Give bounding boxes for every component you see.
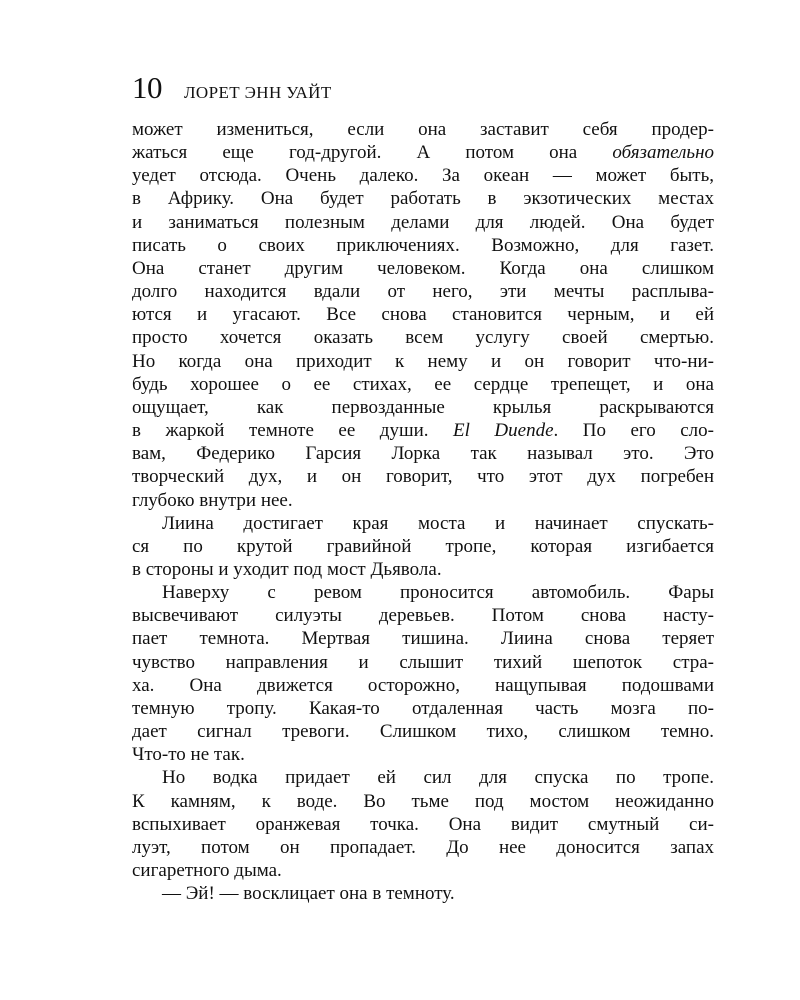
text-line: вам, Федерико Гарсия Лорка так называл это. Это (132, 443, 714, 465)
book-author-header: ЛОРЕТ ЭНН УАЙТ (184, 83, 332, 102)
page-number: 10 (132, 70, 162, 105)
text-line: в стороны и уходит под мост Дьявола. (132, 558, 442, 580)
emphasis-text: обязательно (612, 142, 714, 164)
running-header (132, 70, 332, 106)
text-line: в Африку. Она будет работать в экзотических местах (132, 188, 714, 210)
text-line: ся по крутой гравийной тропе, которая изгибается (132, 535, 714, 557)
text-line: творческий дух, и он говорит, что этот дух погребен (132, 466, 714, 488)
text-line: пает темнота. Мертвая тишина. Лиина снова теряет (132, 628, 714, 650)
text-line: Лиина достигает края моста и начинает спускать- (162, 512, 714, 534)
text-line: Она станет другим человеком. Когда она слишком (132, 257, 714, 279)
text-line: чувство направления и слышит тихий шепоток стра- (132, 651, 714, 673)
text-line (132, 419, 714, 442)
text-line (132, 141, 714, 164)
text-line: Наверху с ревом проносится автомобиль. Фары (162, 582, 714, 604)
text-run: . По его сло- (553, 420, 714, 442)
text-line: Что-то не так. (132, 744, 245, 766)
text-line: ются и угасают. Все снова становится черным, и ей (132, 304, 714, 326)
text-line: вспыхивает оранжевая точка. Она видит смутный си- (132, 813, 714, 835)
page-body-text (132, 118, 714, 905)
text-line: будь хорошее о ее стихах, ее сердце трепещет, и она (132, 373, 714, 395)
text-line: ощущает, как первозданные крылья раскрываются (132, 396, 714, 418)
text-line: ха. Она движется осторожно, нащупывая подошвами (132, 674, 714, 696)
text-line: — Эй! — восклицает она в темноту. (162, 883, 455, 905)
text-line: просто хочется оказать всем услугу своей смертью. (132, 327, 714, 349)
text-line: К камням, к воде. Во тьме под мостом неожиданно (132, 790, 714, 812)
text-run: жаться еще год-другой. А потом она (132, 142, 613, 164)
text-line: Но водка придает ей сил для спуска по тропе. (162, 767, 714, 789)
text-line: глубоко внутри нее. (132, 489, 293, 511)
text-line: луэт, потом он пропадает. До нее доносится запах (132, 836, 714, 858)
text-line: дает сигнал тревоги. Слишком тихо, слишком темно. (132, 721, 714, 743)
text-line: долго находится вдали от него, эти мечты расплыва- (132, 281, 714, 303)
text-line: Но когда она приходит к нему и он говорит что-ни- (132, 350, 714, 372)
text-run: в жаркой темноте ее души. (132, 420, 454, 442)
text-line: и заниматься полезным делами для людей. Она будет (132, 211, 714, 233)
text-line: может измениться, если она заставит себя продер- (132, 119, 714, 140)
text-line: высвечивают силуэты деревьев. Потом снова насту- (132, 605, 714, 627)
text-line: уедет отсюда. Очень далеко. За океан — может быть, (132, 165, 714, 187)
text-line: темную тропу. Какая-то отдаленная часть мозга по- (132, 697, 714, 719)
text-line: писать о своих приключениях. Возможно, для газет. (132, 234, 714, 256)
emphasis-text: El Duende (453, 420, 554, 442)
text-line: сигаретного дыма. (132, 860, 282, 881)
